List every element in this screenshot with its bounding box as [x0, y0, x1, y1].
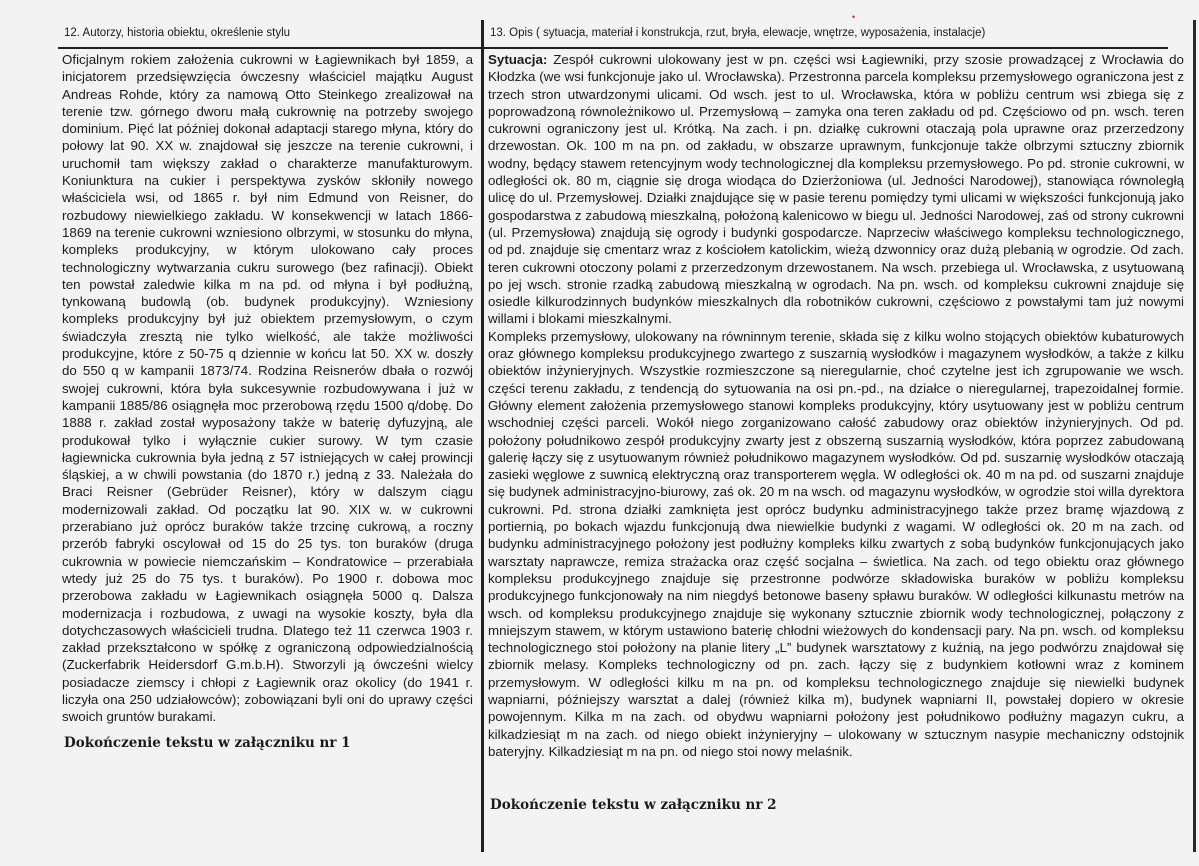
situation-label: Sytuacja: [488, 52, 548, 67]
right-border [1193, 20, 1196, 852]
history-column [62, 51, 473, 726]
continuation-note-2: Dokończenie tekstu w załączniku nr 2 [490, 797, 777, 813]
description-column [488, 51, 1184, 776]
history-paragraph: Oficjalnym rokiem założenia cukrowni w Łagiewnikach był 1859, a inicjatorem przedsięwzięcia ówczesny właściciel majątku August Andreas Rohde, który za namową Otto Steinkego zrealizował na terenie tzw. górnego dworu małą cukrownię na potrzeby swojego dominium. Pięć lat później dokonał adaptacji starego młyna, który do połowy lat 90. XX w. znajdował się jeszcze na terenie cukrowni, i uruchomił tam większy zakład o charakterze manufakturowym. Koniunktura na cukier i perspektywa zysków skłoniły nowego właściciela wsi, od 1865 r. był nim Edmund von Reisner, do rozbudowy niewielkiego zakładu. W konsekwencji w latach 1866-1869 na terenie cukrowni wzniesiono olbrzymi, w stosunku do młyna, kompleks produkcyjny, w którym ulokowano cały proces technologiczny wytwarzania cukru surowego (bez rafinacji). Obiekt ten powstał zaledwie kilka m na pd. od młyna i był podłużną, tynkowaną budowlą (ob. budynek produkcyjny). Wzniesiony kompleks produkcyjny był już obiektem przemysłowym, o czym świadczyła zresztą nie tylko wielkość, ale także możliwości produkcyjne, które z 50-75 q dziennie w końcu lat 50. XX w. doszły do 550 q w kampanii 1873/74. Rodzina Reisnerów dbała o rozwój swojej cukrowni, która była sukcesywnie rozbudowywana i już w kampanii 1885/86 osiągnęła moc przerobową rzędu 1500 q/dobę. Do 1888 r. zakład został wyposażony także w baterię dyfuzyjną, ale produkował tylko i wyłącznie cukier surowy. W tym czasie łagiewnicka cukrownia była jedną z 57 istniejących w całej prowincji śląskiej, a w chwili powstania (do 1870 r.) jedną z 33. Należała do Braci Reisner (Gebrüder Reisner), który w dalszym ciągu modernizowali zakład. Od początku lat 90. XIX w. w cukrowni przerabiano już oprócz buraków także trzcinę cukrową, a roczny przerób fabryki oscylował od 15 do 25 tys. ton buraków (druga cukrownia w powiecie niemczańskim – Kondratowice – przerabiała wtedy już 25 do 75 tys. t buraków). Po 1900 r. dobowa moc przerobowa zakładu w Łagiewnikach osiągnęła 5000 q. Dalsza modernizacja i rozbudowa, z uwagi na wysokie koszty, była dla dotychczasowych właścicieli trudna. Dlatego też 11 czerwca 1903 r. zakład przekształcono w spółkę z ograniczoną odpowiedzialnością (Zuckerfabrik Heidersdorf G.m.b.H). Stworzyli ją ówcześni wielcy posiadacze ziemscy i chłopi z Łagiewnik oraz okolicy (do 1941 r. liczyła ona 250 udziałowców); zobowiązani byli oni do uprawy części swoich gruntów burakami. [62, 52, 473, 725]
column-divider [481, 20, 484, 852]
section-13-header: 13. Opis ( sytuacja, materiał i konstrukcja, rzut, bryła, elewacje, wnętrze, wyposażenia, instalacje) [490, 27, 986, 39]
header-rule-left [58, 47, 481, 49]
red-dot-mark: • [852, 12, 856, 22]
complex-paragraph: Kompleks przemysłowy, ulokowany na równinnym terenie, składa się z kilku wolno stojących obiektów kubaturowych oraz głównego kompleksu produkcyjnego zwartego z suszarnią wysłodków i magazynem wysłodków, a także z kilku obiektów inżynieryjnych. Wszystkie rozmieszczone są nieregularnie, choć czytelne jest ich zgrupowanie we wsch. części terenu zakładu, z tendencją do sytuowania na osi pn.-pd., na działce o nieregularnej, trapezoidalnej formie. Główny element założenia przemysłowego stanowi kompleks produkcyjny, który usytuowany jest w pobliżu centrum wschodniej części parceli. Wokół niego zorganizowano całość zabudowy oraz obiektów inżynieryjnych. Od pd. położony południkowo zespół produkcyjny zwarty jest z obszerną suszarnią wysłodków, która poprzez zabudowaną galerię łączy się z usytuowanym również południkowo magazynem wysłodków. Od pd. suszarnię wysłodków otaczają zasieki węglowe z suwnicą elektryczną oraz transporterem węgla. W odległości ok. 40 m na pd. od suszarni znajduje się budynek administracyjno-biurowy, zaś ok. 20 m na wsch. od magazynu wysłodków, w ogrodzie stoi willa dyrektora cukrowni. Pd. strona działki zamknięta jest oprócz budynku administracyjnego także przez bramę wjazdową z portiernią, po bokach wjazdu funkcjonują dwa niewielkie budynki z wagami. W odległości ok. 20 m na zach. od budynku administracyjnego położony jest podłużny kompleks kilku zwartych z sobą budynków funkcjonujących jako warsztaty naprawcze, remiza strażacka oraz część socjalna – świetlica. Na zach. od tego obiektu oraz głównego kompleksu produkcyjnego znajduje się przestronne podwórze składowiska buraków w pobliżu kompleksu produkcyjnego funkcjonowały na nim niegdyś betonowe baseny spławu buraków. W odległości kilkunastu metrów na wsch. od kompleksu produkcyjnego znajduje się wykonany sztucznie zbiornik wody technologicznej, połączony z mniejszym stawem, w którym ustawiono baterię chłodni wieżowych do kondensacji pary. Na pn. wsch. od kompleksu technologicznego stoi położony na planie litery „L” budynek warsztatowy z kuźnią, na jego podwórzu znajdował się zbiornik melasy. Kompleks technologiczny od pn. zach. łączy się z budynkiem kotłowni wraz z kominem przemysłowym. W odległości kilku m na pn. od kompleksu technologicznego znajduje się niewielki budynek wapniarni, późniejszy warsztat a dalej (również kilka m), budynek wapniarni II, powstałej dopiero w okresie powojennym. Kilka m na zach. od obydwu wapniarni położony jest południkowo podłużny magazyn cukru, a kilkadziesiąt m na zach. od niego obiekt inżynieryjny – ulokowany w sztucznym nasypie mechaniczny odstojnik bateryjny. Kilkadziesiąt m na pn. od niego stoi nowy melaśnik. [488, 328, 1184, 759]
situation-text: Zespół cukrowni ulokowany jest w pn. części wsi Łagiewniki, przy szosie prowadzącej z Wrocławia do Kłodzka (we wsi funkcjonuje jako ul. Wrocławska). Przestronna parcela kompleksu przemysłowego ograniczona jest z trzech stron utwardzonymi ulicami. Od wsch. jest to ul. Wrocławska, która w pobliżu centrum wsi zbiega się z poprowadzoną równoleżnikowo ul. Przemysłową – zamyka ona teren zakładu od pd. Częściowo od pn. wsch. teren cukrowni ograniczony jest ul. Krótką. Na zach. i pn. działkę cukrowni otaczają pola uprawne oraz przerzedzony drzewostan. Ok. 100 m na pn. od zakładu, w obszarze uprawnym, funkcjonuje także olbrzymi sztuczny zbiornik wodny, będący stawem retencyjnym wody technologicznej dla kompleksu przemysłowego. Po pd. stronie cukrowni, w odległości ok. 80 m, ciągnie się droga wiodąca do Dzierżoniowa (ul. Jedności Narodowej), stanowiąca równoległą ulicę do ul. Przemysłowej. Działki znajdujące się w pasie terenu pomiędzy tymi ulicami w większości funkcjonują jako gospodarstwa z zabudową mieszkalną, położoną kalenicowo w biegu ul. Jedności Narodowej, zaś od strony cukrowni (ul. Przemysłowa) znajdują się ogrody i budynki gospodarcze. Naprzeciw właściwego kompleksu technologicznego, od pd. znajduje się cmentarz wraz z kościołem katolickim, wieżą dzwonnicy oraz dużą plebanią w ogrodzie. Od zach. teren cukrowni otoczony polami z przerzedzonym drzewostanem. Na wsch. przebiega ul. Wrocławska, z usytuowaną po jej wsch. stronie rzadką zabudową mieszkalną w ogrodach. Na pn. wsch. od kompleksu cukrowni znajduje się osiedle kilkurodzinnych budynków mieszkalnych dla robotników cukrowni, częściowo z powstałymi tam już nowymi willami i blokami mieszkalnymi. [488, 52, 1184, 327]
header-rule-right [484, 47, 1168, 49]
situation-paragraph [488, 51, 1184, 328]
continuation-note-1: Dokończenie tekstu w załączniku nr 1 [64, 735, 351, 751]
section-12-header: 12. Autorzy, historia obiektu, określenie stylu [64, 27, 291, 39]
